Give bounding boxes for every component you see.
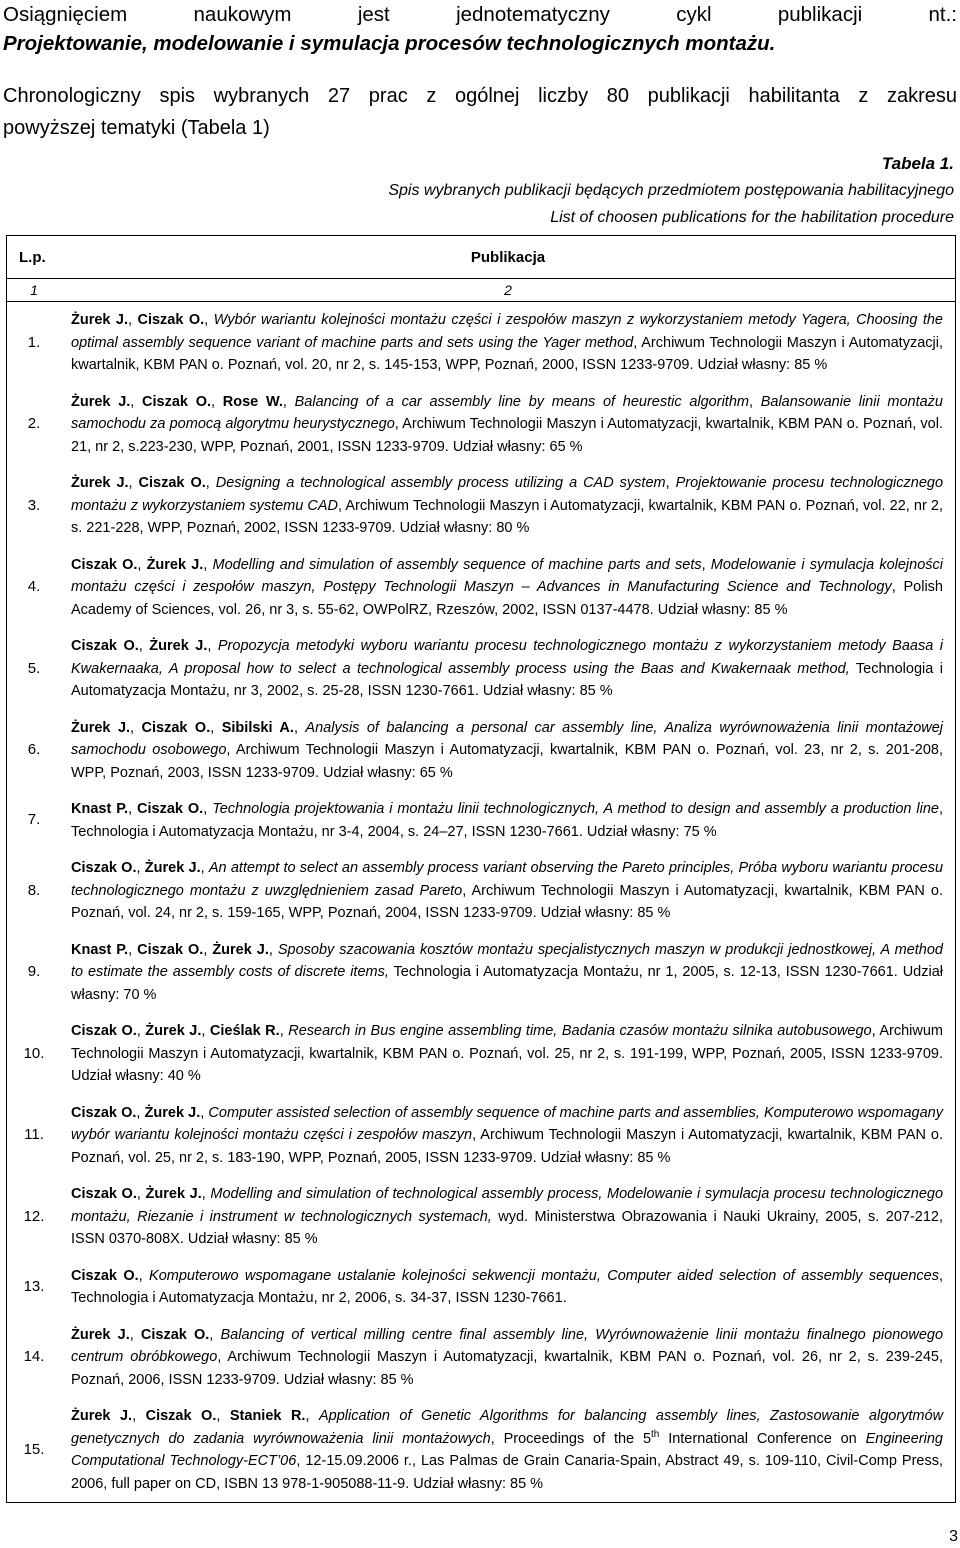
chronological-note-line-2: powyższej tematyki (Tabela 1) — [3, 117, 270, 139]
author-name: Ciszak O. — [71, 1104, 137, 1121]
table-row — [7, 932, 955, 1014]
table-header-row — [7, 236, 955, 279]
table-row — [7, 850, 955, 932]
entry-citation — [61, 1317, 955, 1399]
table-title-polish: Spis wybranych publikacji będących przedmiotem postępowania habilitacyjnego — [388, 182, 954, 199]
table-row — [7, 1176, 955, 1258]
author-name: Ciszak O. — [71, 1023, 137, 1039]
publication-title: Computer assisted selection of assembly sequence of machine parts and assemblies, Komputerowo wspomagany wybór wariantu kolejności montażu części i zespołów maszyn — [71, 1104, 943, 1143]
entry-citation — [61, 1095, 955, 1177]
author-name: Żurek J. — [145, 1186, 202, 1202]
entry-citation — [61, 628, 955, 710]
entry-citation — [61, 932, 955, 1014]
entry-number: 14. — [23, 1348, 45, 1365]
publication-title: Komputerowo wspomagane ustalanie kolejności sekwencji montażu, Computer aided selection of assembly sequences — [149, 1267, 939, 1284]
entry-citation — [61, 710, 955, 792]
citation-text: th — [651, 1428, 660, 1440]
author-name: Ciszak O. — [137, 801, 204, 817]
entry-number: 5. — [27, 659, 41, 677]
citation-text: , — [211, 393, 223, 410]
entry-citation — [61, 547, 955, 629]
chronological-note-line-1: Chronologiczny spis wybranych 27 prac z ogólnej liczby 80 publikacji habilitanta z zakresu — [3, 85, 957, 107]
citation-text: , — [305, 1408, 319, 1424]
citation-text: , Archiwum Technologii Maszyn i Automatyzacji, kwartalnik, KBM PAN o. Poznań, vol. 21, nr 2, s.223-230, WPP, Poznań, 2001, ISSN 1233-9709. Udział własny: 65 % — [71, 416, 943, 455]
citation-text: , — [128, 475, 139, 491]
author-name: Ciszak O. — [71, 556, 138, 573]
entry-number: 6. — [27, 741, 41, 758]
table-row — [7, 465, 955, 547]
entry-number: 7. — [27, 811, 41, 829]
publication-title: Wybór wariantu kolejności montażu części i zespołów maszyn z wykorzystaniem metody Yagera, Choosing the optimal assembly sequence variant of machine parts and sets using the Yager method — [71, 312, 943, 351]
column-number-2: 2 — [504, 282, 512, 298]
publication-title: Propozycja metodyki wyboru wariantu procesu technologicznego montażu z wykorzystaniem metody Baasa i Kwakernaaka, A proposal how to select a technological assembly process using the Baas and Kwakernaak method, — [71, 638, 943, 677]
author-name: Żurek J. — [71, 475, 129, 491]
publication-title: Sposoby szacowania kosztów montażu specjalistycznych maszyn w produkcji jednostkowej, A method to estimate the assembly costs of discrete items, — [71, 941, 943, 980]
citation-text: , — [201, 1186, 211, 1202]
author-name: Żurek J. — [145, 1023, 202, 1039]
author-name: Żurek J. — [71, 312, 129, 328]
publication-title: Projektowanie procesu technologicznego montażu z wykorzystaniem systemu CAD — [71, 475, 944, 514]
citation-text: , — [203, 941, 213, 958]
publication-title: Designing a technological assembly process utilizing a CAD system — [215, 475, 666, 491]
table-row — [7, 1317, 955, 1399]
citation-text: , — [665, 475, 676, 491]
author-name: Ciszak O. — [71, 1186, 137, 1202]
author-name: Ciszak O. — [71, 1267, 139, 1284]
citation-text: , Archiwum Technologii Maszyn i Automatyzacji, kwartalnik, KBM PAN o. Poznań, vol. 25, nr 2, s. 191-199, WPP, Poznań, 2005, ISSN 1233-9709. Udział własny: 40 % — [71, 1023, 943, 1084]
citation-text: , — [205, 475, 216, 491]
author-name: Ciszak O. — [142, 393, 212, 410]
citation-text: , — [128, 312, 138, 328]
publication-title: Balancing of vertical milling centre final assembly line, Wyrównoważenie linii montażu finalnego pionowego centrum obróbkowego — [71, 1326, 944, 1365]
citation-text: , — [138, 1267, 150, 1284]
entry-citation — [61, 850, 955, 932]
entry-number: 9. — [27, 963, 41, 980]
author-name: Żurek J. — [71, 719, 131, 736]
table-row — [7, 1013, 955, 1095]
table-row — [7, 1095, 955, 1177]
citation-text: , — [136, 1186, 146, 1202]
entry-citation — [61, 465, 955, 547]
author-name: Żurek J. — [71, 1408, 133, 1424]
table-row — [7, 791, 955, 850]
entry-citation — [61, 384, 955, 466]
citation-text: , — [136, 1104, 145, 1121]
publication-title: Modelowanie i symulacja kolejności montażu części i zespołów maszyn, Postępy Technologii Maszyn – Advances in Manufacturing Science and Technology — [71, 556, 943, 595]
entry-citation — [61, 302, 955, 384]
citation-text: , — [129, 1326, 141, 1343]
entry-number: 15. — [23, 1440, 45, 1458]
citation-text: , Technologia i Automatyzacja Montażu, nr 2, 2006, s. 34-37, ISSN 1230-7661. — [71, 1267, 943, 1306]
entry-number: 10. — [23, 1044, 45, 1062]
author-name: Ciszak O. — [141, 719, 211, 736]
publication-title: Technologia projektowania i montażu linii technologicznych, A method to design and assembly a production line — [212, 801, 939, 817]
author-name: Żurek J. — [144, 1104, 201, 1121]
header-publication: Publikacja — [470, 248, 546, 266]
publication-title: Balansowanie linii montażu samochodu za pomocą algorytmu heurystycznego — [71, 393, 943, 432]
header-lp: L.p. — [19, 248, 46, 266]
table-row — [7, 384, 955, 466]
citation-text: , — [748, 393, 761, 410]
entry-number: 3. — [27, 496, 41, 514]
citation-text: , Archiwum Technologii Maszyn i Automatyzacji, kwartalnik, KBM PAN o. Poznań, vol. 25, nr 2, s. 183-190, WPP, Poznań, 2005, ISSN 1233-9709. Udział własny: 85 % — [71, 1127, 943, 1166]
table-row — [7, 628, 955, 710]
intro-line-2: Projektowanie, modelowanie i symulacja procesów technologicznych montażu. — [3, 32, 776, 55]
citation-text: International Conference on — [659, 1430, 866, 1447]
citation-text: , — [204, 312, 214, 328]
citation-text: , — [293, 719, 306, 736]
entry-number: 11. — [24, 1126, 44, 1143]
publication-title: Balancing of a car assembly line by means of heurestic algorithm — [294, 393, 749, 410]
citation-text: , — [216, 1408, 230, 1424]
author-name: Ciszak O. — [137, 941, 204, 958]
publication-title: Analysis of balancing a personal car assembly line, Analiza wyrównoważenia linii montażowej samochodu osobowego — [71, 719, 944, 758]
author-name: Żurek J. — [149, 638, 208, 654]
citation-text: , — [282, 393, 295, 410]
citation-text: , — [128, 801, 138, 817]
citation-text: , — [203, 556, 213, 573]
table-row — [7, 547, 955, 629]
citation-text: , Technologia i Automatyzacja Montażu, nr 3-4, 2004, s. 24–27, ISSN 1230-7661. Udział własny: 75 % — [71, 801, 944, 840]
citation-text: , Archiwum Technologii Maszyn i Automatyzacji, kwartalnik, KBM PAN o. Poznań, vol. 20, nr 2, s. 145-153, WPP, Poznań, 2000, ISSN 1233-9709. Udział własny: 85 % — [71, 334, 943, 373]
entry-number: 8. — [27, 881, 41, 899]
table-row — [7, 302, 955, 384]
citation-text: , — [209, 1326, 221, 1343]
citation-text: , — [200, 860, 209, 876]
citation-text: , — [138, 638, 150, 654]
publications-table — [6, 235, 956, 1503]
citation-text: , — [130, 719, 142, 736]
citation-text: , Archiwum Technologii Maszyn i Automatyzacji, kwartalnik, KBM PAN o. Poznań, vol. 23, nr 2, s. 201-208, WPP, Poznań, 2003, ISSN 1233-9709. Udział własny: 65 % — [71, 742, 943, 781]
citation-text: , Archiwum Technologii Maszyn i Automatyzacji, kwartalnik, KBM PAN o. Poznań, vol. 22, nr 2, s. 221-228, WPP, Poznań, 2002, ISSN 1233-9709. Udział własny: 80 % — [71, 497, 944, 536]
citation-text: , Proceedings of the 5 — [490, 1430, 652, 1447]
author-name: Cieślak R. — [209, 1023, 280, 1039]
citation-text: , — [136, 1023, 146, 1039]
entry-citation — [61, 1398, 955, 1502]
intro-section — [3, 0, 957, 144]
entry-number: 1. — [27, 333, 41, 351]
table-row — [7, 1398, 955, 1502]
entry-citation — [61, 1176, 955, 1258]
author-name: Knast P. — [71, 801, 129, 817]
author-name: Żurek J. — [146, 556, 204, 573]
citation-text: , 12-15.09.2006 r., Las Palmas de Grain Canaria-Spain, Abstract 49, s. 109-110, Civil-Comp Press, 2006, full paper on CD, ISBN 13 978-1-905088-11-9. Udział własny: 85 % — [71, 1453, 944, 1492]
citation-text: , — [128, 941, 138, 958]
entry-number: 2. — [27, 415, 41, 432]
citation-text: , Archiwum Technologii Maszyn i Automatyzacji, kwartalnik, KBM PAN o. Poznań, vol. 24, nr 2, s. 159-165, WPP, Poznań, 2004, ISSN 1233-9709. Udział własny: 85 % — [71, 882, 943, 921]
table-row — [7, 710, 955, 792]
publication-entries — [7, 302, 955, 1502]
entry-number: 4. — [27, 578, 41, 595]
author-name: Ciszak O. — [138, 475, 206, 491]
publication-title: Modelling and simulation of assembly sequence of machine parts and sets — [212, 556, 702, 573]
table-row — [7, 1258, 955, 1317]
citation-text: , — [701, 556, 711, 573]
citation-text: , — [201, 1023, 210, 1039]
table-caption — [54, 150, 954, 231]
publication-title: Application of Genetic Algorithms for balancing assembly lines, Zastosowanie algorytmów genetycznych do zadania wyrównoważenia linii montażowych — [71, 1408, 944, 1447]
citation-text: , — [210, 719, 222, 736]
table-title-english: List of choosen publications for the habilitation procedure — [550, 209, 954, 226]
citation-text: , Archiwum Technologii Maszyn i Automatyzacji, kwartalnik, KBM PAN o. Poznań, vol. 26, nr 2, s. 239-245, Poznań, 2006, ISSN 1233-9709. Udział własny: 85 % — [71, 1349, 943, 1388]
author-name: Żurek J. — [144, 860, 201, 876]
author-name: Rose W. — [222, 393, 283, 410]
author-name: Ciszak O. — [71, 860, 137, 876]
citation-text: Technologia i Automatyzacja Montażu, nr 3, 2002, s. 25-28, ISSN 1230-7661. Udział własny: 85 % — [71, 660, 943, 699]
author-name: Ciszak O. — [137, 312, 205, 328]
publication-title: An attempt to select an assembly process variant observing the Pareto principles, Próba wyboru wariantu procesu technologicznego montażu z uwzględnieniem zasad Pareto — [71, 860, 944, 899]
entry-citation — [61, 1013, 955, 1095]
citation-text: , — [207, 638, 218, 654]
column-number-1: 1 — [30, 282, 38, 298]
citation-text: , — [136, 860, 145, 876]
citation-text: , — [137, 556, 147, 573]
citation-text: Technologia i Automatyzacja Montażu, nr 1, 2005, s. 12-13, ISSN 1230-7661. Udział własny: 70 % — [71, 964, 943, 1003]
author-name: Sibilski A. — [221, 719, 294, 736]
author-name: Knast P. — [71, 941, 129, 958]
citation-text: , — [268, 941, 278, 958]
publication-title: Engineering Computational Technology-ECT’06 — [71, 1430, 943, 1469]
citation-text: , — [279, 1023, 289, 1039]
citation-text: , Polish Academy of Sciences, vol. 26, nr 3, s. 55-62, OWPolRZ, Rzeszów, 2002, ISSN 0137-4478. Udział własny: 85 % — [71, 579, 943, 618]
author-name: Ciszak O. — [71, 638, 139, 654]
entry-number: 13. — [23, 1277, 45, 1295]
entry-number: 12. — [23, 1207, 45, 1225]
citation-text: , — [132, 1408, 146, 1424]
publication-title: Research in Bus engine assembling time, Badania czasów montażu silnika autobusowego — [288, 1023, 872, 1039]
citation-text: , — [200, 1104, 209, 1121]
citation-text: , — [130, 393, 143, 410]
author-name: Żurek J. — [212, 941, 269, 958]
intro-line-1: Osiągnięciem naukowym jest jednotematyczny cykl publikacji nt.: — [3, 3, 957, 26]
entry-citation — [61, 791, 955, 850]
author-name: Żurek J. — [71, 393, 131, 410]
chronological-note — [3, 80, 957, 144]
entry-citation — [61, 1258, 955, 1317]
citation-text: , — [203, 801, 213, 817]
publication-title: Modelling and simulation of technological assembly process, Modelowanie i symulacja procesu technologicznego montażu, Riezanie i instrument w technologicznych systemach, — [71, 1186, 944, 1225]
author-name: Staniek R. — [229, 1408, 306, 1424]
author-name: Żurek J. — [71, 1326, 130, 1343]
author-name: Ciszak O. — [140, 1326, 210, 1343]
table-label: Tabela 1. — [881, 154, 954, 173]
column-number-row — [7, 279, 955, 302]
author-name: Ciszak O. — [145, 1408, 217, 1424]
page-number: 3 — [949, 1528, 958, 1545]
citation-text: wyd. Ministerstwa Obrazowania i Nauki Ukrainy, 2005, s. 207-212, ISSN 0370-808X. Udział własny: 85 % — [71, 1208, 943, 1247]
